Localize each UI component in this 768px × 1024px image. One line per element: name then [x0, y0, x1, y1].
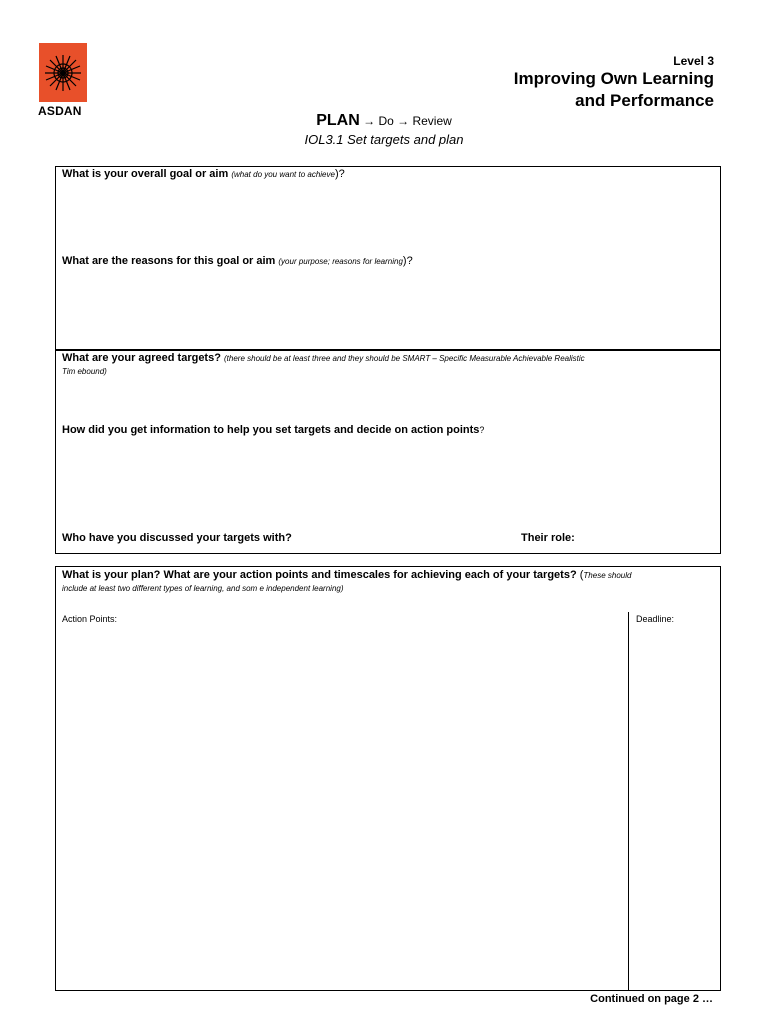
reasons-question-label: What are the reasons for this goal or aim [62, 255, 276, 267]
goal-section [55, 166, 721, 351]
information-question-end: ? [479, 425, 485, 435]
reasons-question [62, 255, 413, 267]
plan-question-label: What is your plan? What are your action points and timescales for achieving each of your targets? [62, 569, 577, 581]
arrow-right-icon: → [363, 114, 376, 128]
targets-question-note: (there should be at least three and they should be SMART – Specific Measurable Achievable Realistic [224, 354, 585, 363]
information-question [62, 424, 484, 436]
reasons-question-end: )? [402, 255, 413, 267]
do-review-label: Do → Review [378, 114, 452, 128]
action-points-label: Action Points: [62, 614, 118, 624]
goal-question-end: )? [334, 168, 345, 180]
logo-text: ASDAN [38, 104, 82, 118]
targets-question [62, 352, 712, 378]
role-question [521, 532, 575, 544]
discussed-question [62, 532, 292, 544]
header-block [514, 54, 714, 112]
star-emblem-icon [39, 43, 87, 102]
level-label: Level 3 [673, 54, 714, 68]
plan-question-note: These should [583, 571, 632, 580]
plan-question-note-2: include at least two different types of learning, and som e independent learning) [62, 584, 344, 593]
goal-question-label: What is your overall goal or aim [62, 168, 229, 180]
unit-subtitle: IOL3.1 Set targets and plan [304, 132, 464, 147]
asdan-logo [39, 43, 87, 102]
deadline-label: Deadline: [636, 614, 675, 624]
targets-question-label: What are your agreed targets? [62, 352, 221, 364]
plan-section [55, 566, 721, 991]
information-question-label: How did you get information to help you set targets and decide on action points [62, 424, 480, 436]
continued-note: Continued on page 2 … [590, 993, 713, 1005]
plan-stage-line [0, 112, 768, 130]
targets-section [55, 349, 721, 554]
plan-question [62, 569, 717, 595]
discussed-question-label: Who have you discussed your targets with? [62, 532, 292, 544]
title-line-1: Improving Own Learning [513, 69, 714, 88]
goal-question-note: (what do you want to achieve [231, 170, 335, 179]
plan-label: PLAN [316, 112, 360, 129]
title-line-2: and Performance [575, 91, 714, 110]
reasons-question-note: (your purpose; reasons for learning [278, 257, 403, 266]
column-divider [628, 612, 629, 991]
targets-question-note-2: Tim ebound) [62, 367, 107, 376]
goal-question [62, 168, 345, 180]
role-question-label: Their role: [521, 532, 575, 544]
plan-question-paren: ( [579, 569, 584, 581]
